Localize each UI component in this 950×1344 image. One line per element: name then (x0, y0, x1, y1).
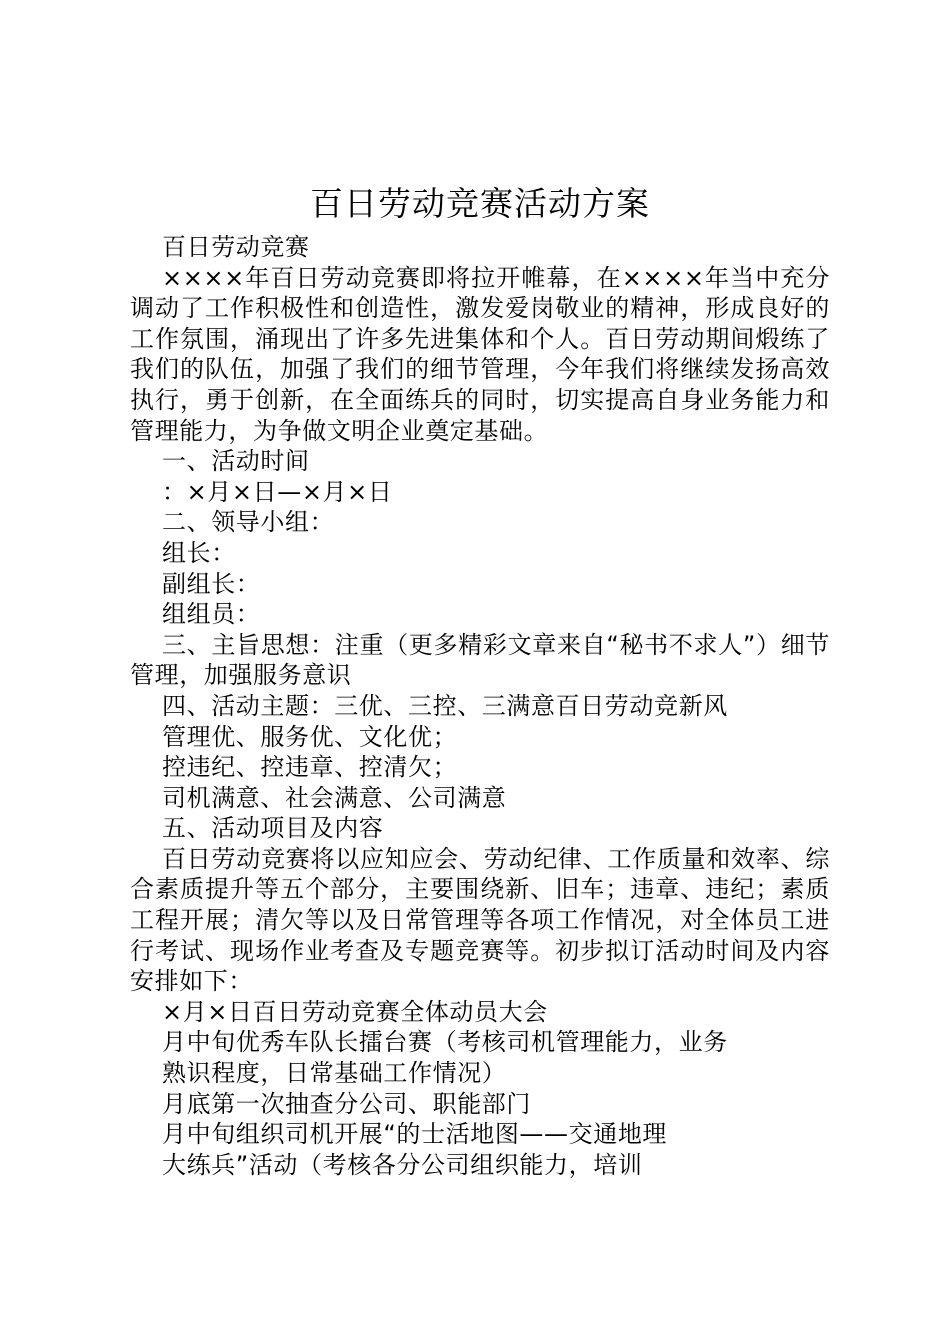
heading-leadership-group: 二、领导小组： (162, 508, 335, 537)
paragraph-schedule-arena-detail: 熟识程度，日常基础工作情况） (162, 1059, 507, 1088)
heading-activity-time: 一、活动时间 (162, 447, 310, 476)
paragraph-schedule-inspection: 月底第一次抽查分公司、职能部门 (162, 1089, 531, 1118)
paragraph-activity-dates: ：×月×日—×月×日 (162, 477, 393, 506)
paragraph-subtitle: 百日劳动竞赛 (162, 233, 310, 261)
paragraph-three-controls: 控违纪、控违章、控清欠； (162, 753, 458, 782)
paragraph-schedule-map-training: 月中旬组织司机开展“的士活地图——交通地理 (162, 1120, 668, 1149)
paragraph-guiding-idea: 三、主旨思想：注重（更多精彩文章来自“秘书不求人”）细节管理，加强服务意识 (130, 630, 830, 690)
paragraph-group-leader: 组长： (162, 538, 236, 567)
heading-activity-items: 五、活动项目及内容 (162, 814, 384, 843)
heading-activity-theme: 四、活动主题：三优、三控、三满意百日劳动竞新风 (162, 691, 728, 720)
paragraph-items-description: 百日劳动竞赛将以应知应会、劳动纪律、工作质量和效率、综合素质提升等五个部分，主要围绕新、旧车；违章、违纪；素质工程开展；清欠等以及日常管理等各项工作情况，对全体员工进行考试、现场作业考查及专题竞赛等。初步拟订活动时间及内容安排如下： (130, 844, 830, 996)
paragraph-three-excellences: 管理优、服务优、文化优； (162, 722, 458, 751)
paragraph-intro: ××××年百日劳动竞赛即将拉开帷幕，在××××年当中充分调动了工作积极性和创造性，激发爱岗敬业的精神，形成良好的工作氛围，涌现出了许多先进集体和个人。百日劳动期间煅练了我们的队伍，加强了我们的细节管理，今年我们将继续发扬高效执行，勇于创新，在全面练兵的同时，切实提高自身业务能力和管理能力，为争做文明企业奠定基础。 (130, 263, 830, 445)
paragraph-schedule-arena: 月中旬优秀车队长擂台赛（考核司机管理能力，业务 (162, 1028, 728, 1057)
paragraph-schedule-training-detail: 大练兵”活动（考核各分公司组织能力，培训 (162, 1150, 643, 1179)
document-body (130, 232, 830, 1180)
document-title: 百日劳动竞赛活动方案 (310, 184, 650, 223)
paragraph-schedule-kickoff: ×月×日百日劳动竞赛全体动员大会 (162, 997, 548, 1026)
paragraph-three-satisfactions: 司机满意、社会满意、公司满意 (162, 783, 507, 812)
paragraph-group-members: 组组员： (162, 600, 261, 629)
paragraph-deputy-leader: 副组长： (162, 569, 261, 598)
